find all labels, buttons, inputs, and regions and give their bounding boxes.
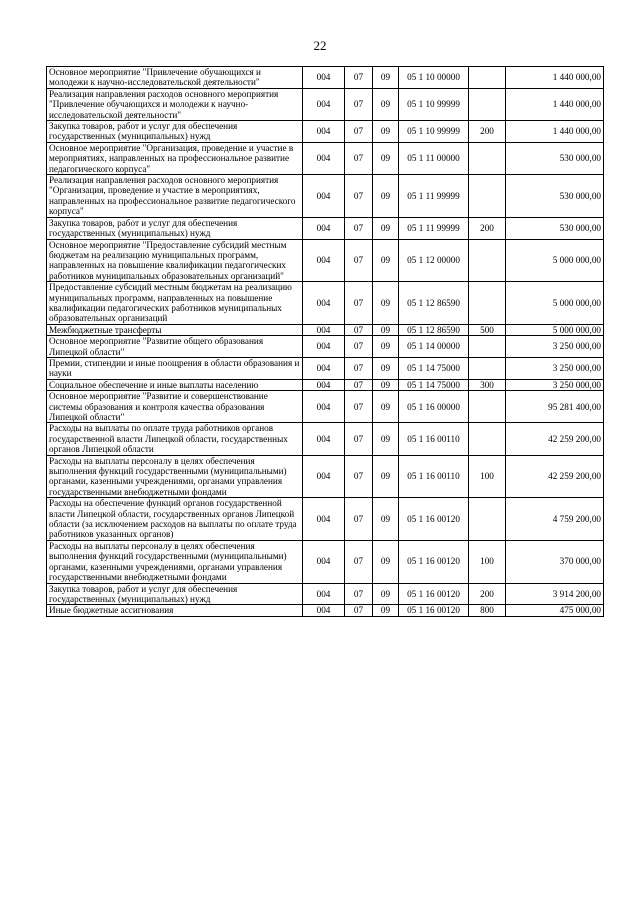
subsection-code-cell: 09: [373, 423, 399, 455]
expense-type-cell: [469, 498, 506, 541]
amount-cell: 370 000,00: [506, 540, 604, 583]
section-code-cell: 07: [345, 175, 373, 218]
expense-type-cell: 200: [469, 121, 506, 143]
expense-type-cell: 200: [469, 583, 506, 605]
subsection-code-cell: 09: [373, 336, 399, 358]
expense-name-cell: Основное мероприятие "Предоставление субсидий местным бюджетам на реализацию муниципальных программ, направленных на повышение квалификации педагогических работников муниципальных образовательных организаций": [47, 239, 303, 282]
amount-cell: 1 440 000,00: [506, 88, 604, 120]
budget-table-body: [47, 67, 604, 617]
amount-cell: 5 000 000,00: [506, 282, 604, 325]
ministry-code-cell: 004: [303, 175, 345, 218]
section-code-cell: 07: [345, 540, 373, 583]
subsection-code-cell: 09: [373, 282, 399, 325]
amount-cell: 5 000 000,00: [506, 239, 604, 282]
section-code-cell: 07: [345, 498, 373, 541]
ministry-code-cell: 004: [303, 324, 345, 335]
section-code-cell: 07: [345, 324, 373, 335]
expense-name-cell: Реализация направления расходов основного мероприятия "Привлечение обучающихся и молодежи к научно-исследовательской деятельности": [47, 88, 303, 120]
ministry-code-cell: 004: [303, 357, 345, 379]
expense-name-cell: Основное мероприятие "Организация, проведение и участие в мероприятиях, направленных на профессиональное развитие педагогического корпуса": [47, 142, 303, 174]
expense-name-cell: Расходы на выплаты персоналу в целях обеспечения выполнения функций государственными (муниципальными) органами, казенными учреждениями, органами управления государственными внебюджетными фондами: [47, 455, 303, 498]
target-code-cell: 05 1 11 00000: [399, 142, 469, 174]
expense-type-cell: [469, 391, 506, 423]
table-row: [47, 379, 604, 390]
amount-cell: 530 000,00: [506, 142, 604, 174]
table-row: [47, 67, 604, 89]
amount-cell: 95 281 400,00: [506, 391, 604, 423]
section-code-cell: 07: [345, 67, 373, 89]
expense-type-cell: 100: [469, 540, 506, 583]
subsection-code-cell: 09: [373, 142, 399, 174]
subsection-code-cell: 09: [373, 217, 399, 239]
subsection-code-cell: 09: [373, 239, 399, 282]
ministry-code-cell: 004: [303, 540, 345, 583]
table-row: [47, 121, 604, 143]
ministry-code-cell: 004: [303, 336, 345, 358]
amount-cell: 530 000,00: [506, 217, 604, 239]
expense-type-cell: [469, 282, 506, 325]
subsection-code-cell: 09: [373, 455, 399, 498]
ministry-code-cell: 004: [303, 282, 345, 325]
amount-cell: 3 250 000,00: [506, 379, 604, 390]
expense-type-cell: 300: [469, 379, 506, 390]
amount-cell: 42 259 200,00: [506, 455, 604, 498]
table-row: [47, 142, 604, 174]
ministry-code-cell: 004: [303, 605, 345, 616]
amount-cell: 3 250 000,00: [506, 336, 604, 358]
amount-cell: 4 759 200,00: [506, 498, 604, 541]
amount-cell: 42 259 200,00: [506, 423, 604, 455]
table-row: [47, 540, 604, 583]
table-row: [47, 605, 604, 616]
expense-name-cell: Социальное обеспечение и иные выплаты населению: [47, 379, 303, 390]
table-row: [47, 88, 604, 120]
subsection-code-cell: 09: [373, 357, 399, 379]
section-code-cell: 07: [345, 239, 373, 282]
expense-name-cell: Предоставление субсидий местным бюджетам на реализацию муниципальных программ, направленных на повышение квалификации педагогических работников муниципальных образовательных организаций: [47, 282, 303, 325]
target-code-cell: 05 1 16 00120: [399, 605, 469, 616]
amount-cell: 1 440 000,00: [506, 121, 604, 143]
target-code-cell: 05 1 16 00000: [399, 391, 469, 423]
section-code-cell: 07: [345, 88, 373, 120]
ministry-code-cell: 004: [303, 583, 345, 605]
table-row: [47, 357, 604, 379]
ministry-code-cell: 004: [303, 239, 345, 282]
ministry-code-cell: 004: [303, 379, 345, 390]
amount-cell: 1 440 000,00: [506, 67, 604, 89]
expense-type-cell: [469, 239, 506, 282]
target-code-cell: 05 1 16 00110: [399, 455, 469, 498]
section-code-cell: 07: [345, 142, 373, 174]
section-code-cell: 07: [345, 379, 373, 390]
target-code-cell: 05 1 12 00000: [399, 239, 469, 282]
target-code-cell: 05 1 14 75000: [399, 357, 469, 379]
expense-type-cell: [469, 336, 506, 358]
section-code-cell: 07: [345, 217, 373, 239]
expense-name-cell: Основное мероприятие "Привлечение обучающихся и молодежи к научно-исследовательской деятельности": [47, 67, 303, 89]
expense-name-cell: Расходы на обеспечение функций органов государственной власти Липецкой области, государственных органов Липецкой области (за исключением расходов на выплаты по оплате труда работников указанных органов): [47, 498, 303, 541]
subsection-code-cell: 09: [373, 121, 399, 143]
expense-type-cell: [469, 357, 506, 379]
budget-table: [46, 66, 604, 617]
expense-name-cell: Основное мероприятие "Развитие общего образования Липецкой области": [47, 336, 303, 358]
section-code-cell: 07: [345, 282, 373, 325]
subsection-code-cell: 09: [373, 583, 399, 605]
target-code-cell: 05 1 11 99999: [399, 217, 469, 239]
ministry-code-cell: 004: [303, 498, 345, 541]
section-code-cell: 07: [345, 605, 373, 616]
table-row: [47, 239, 604, 282]
table-row: [47, 324, 604, 335]
subsection-code-cell: 09: [373, 88, 399, 120]
table-row: [47, 391, 604, 423]
expense-name-cell: Реализация направления расходов основного мероприятия "Организация, проведение и участие в мероприятиях, направленных на профессиональное развитие педагогического корпуса": [47, 175, 303, 218]
subsection-code-cell: 09: [373, 540, 399, 583]
table-row: [47, 423, 604, 455]
section-code-cell: 07: [345, 357, 373, 379]
expense-type-cell: [469, 175, 506, 218]
expense-name-cell: Закупка товаров, работ и услуг для обеспечения государственных (муниципальных) нужд: [47, 583, 303, 605]
expense-type-cell: [469, 423, 506, 455]
ministry-code-cell: 004: [303, 423, 345, 455]
expense-name-cell: Расходы на выплаты персоналу в целях обеспечения выполнения функций государственными (муниципальными) органами, казенными учреждениями, органами управления государственными внебюджетными фондами: [47, 540, 303, 583]
amount-cell: 475 000,00: [506, 605, 604, 616]
target-code-cell: 05 1 16 00120: [399, 583, 469, 605]
table-row: [47, 175, 604, 218]
expense-name-cell: Премии, стипендии и иные поощрения в области образования и науки: [47, 357, 303, 379]
ministry-code-cell: 004: [303, 142, 345, 174]
table-row: [47, 282, 604, 325]
amount-cell: 3 914 200,00: [506, 583, 604, 605]
expense-name-cell: Закупка товаров, работ и услуг для обеспечения государственных (муниципальных) нужд: [47, 217, 303, 239]
section-code-cell: 07: [345, 336, 373, 358]
subsection-code-cell: 09: [373, 605, 399, 616]
section-code-cell: 07: [345, 423, 373, 455]
target-code-cell: 05 1 14 75000: [399, 379, 469, 390]
subsection-code-cell: 09: [373, 379, 399, 390]
amount-cell: 530 000,00: [506, 175, 604, 218]
section-code-cell: 07: [345, 391, 373, 423]
target-code-cell: 05 1 16 00120: [399, 540, 469, 583]
ministry-code-cell: 004: [303, 455, 345, 498]
table-row: [47, 217, 604, 239]
expense-name-cell: Закупка товаров, работ и услуг для обеспечения государственных (муниципальных) нужд: [47, 121, 303, 143]
target-code-cell: 05 1 10 99999: [399, 121, 469, 143]
target-code-cell: 05 1 11 99999: [399, 175, 469, 218]
subsection-code-cell: 09: [373, 391, 399, 423]
expense-name-cell: Иные бюджетные ассигнования: [47, 605, 303, 616]
target-code-cell: 05 1 16 00110: [399, 423, 469, 455]
section-code-cell: 07: [345, 583, 373, 605]
target-code-cell: 05 1 12 86590: [399, 282, 469, 325]
ministry-code-cell: 004: [303, 121, 345, 143]
subsection-code-cell: 09: [373, 498, 399, 541]
expense-type-cell: [469, 88, 506, 120]
amount-cell: 5 000 000,00: [506, 324, 604, 335]
table-row: [47, 455, 604, 498]
ministry-code-cell: 004: [303, 217, 345, 239]
table-row: [47, 583, 604, 605]
ministry-code-cell: 004: [303, 88, 345, 120]
target-code-cell: 05 1 10 00000: [399, 67, 469, 89]
expense-name-cell: Основное мероприятие "Развитие и совершенствование системы образования и контроля качества образования Липецкой области": [47, 391, 303, 423]
expense-type-cell: 800: [469, 605, 506, 616]
subsection-code-cell: 09: [373, 324, 399, 335]
section-code-cell: 07: [345, 455, 373, 498]
page-number: 22: [313, 38, 327, 53]
expense-type-cell: [469, 142, 506, 174]
target-code-cell: 05 1 12 86590: [399, 324, 469, 335]
expense-type-cell: [469, 67, 506, 89]
section-code-cell: 07: [345, 121, 373, 143]
ministry-code-cell: 004: [303, 67, 345, 89]
expense-type-cell: 200: [469, 217, 506, 239]
expense-name-cell: Межбюджетные трансферты: [47, 324, 303, 335]
expense-type-cell: 500: [469, 324, 506, 335]
expense-type-cell: 100: [469, 455, 506, 498]
target-code-cell: 05 1 10 99999: [399, 88, 469, 120]
amount-cell: 3 250 000,00: [506, 357, 604, 379]
expense-name-cell: Расходы на выплаты по оплате труда работников органов государственной власти Липецкой области, государственных органов Липецкой области: [47, 423, 303, 455]
table-row: [47, 336, 604, 358]
ministry-code-cell: 004: [303, 391, 345, 423]
target-code-cell: 05 1 14 00000: [399, 336, 469, 358]
subsection-code-cell: 09: [373, 67, 399, 89]
target-code-cell: 05 1 16 00120: [399, 498, 469, 541]
subsection-code-cell: 09: [373, 175, 399, 218]
table-row: [47, 498, 604, 541]
